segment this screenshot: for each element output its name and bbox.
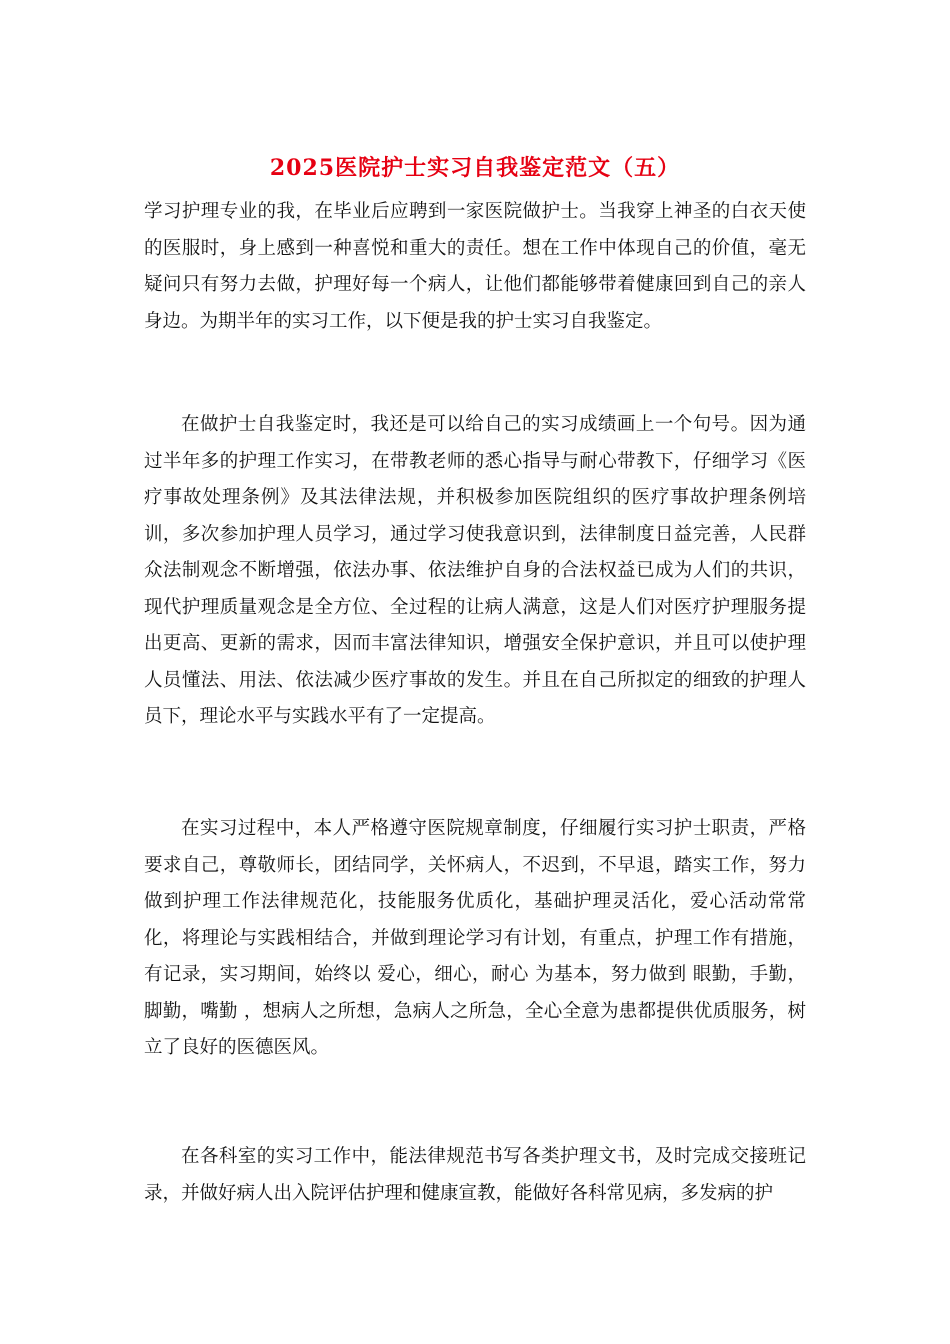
paragraph-conduct: 在实习过程中，本人严格遵守医院规章制度，仔细履行实习护士职责，严格要求自己，尊敬师长，团结同学，关怀病人，不迟到，不早退，踏实工作，努力做到护理工作法律规范化，技能服务优质化，基础护理灵活化，爱心活动常常化，将理论与实践相结合，并做到理论学习有计划，有重点，护理工作有措施，有记录，实习期间，始终以 爱心，细心，耐心 为基本，努力做到 眼勤，手勤，脚勤，嘴勤 ，想病人之所想，急病人之所急，全心全意为患都提供优质服务，树立了良好的医德医风。 bbox=[144, 818, 806, 1058]
paragraph-intro: 学习护理专业的我，在毕业后应聘到一家医院做护士。当我穿上神圣的白衣天使的医服时，身上感到一种喜悦和重大的责任。想在工作中体现自己的价值，毫无疑问只有努力去做，护理好每一个病人，让他们都能够带着健康回到自己的亲人身边。为期半年的实习工作，以下便是我的护士实习自我鉴定。 bbox=[144, 201, 806, 332]
paragraph-department-work: 在各科室的实习工作中，能法律规范书写各类护理文书，及时完成交接班记录，并做好病人出入院评估护理和健康宣教，能做好各科常见病，多发病的护 bbox=[144, 1146, 806, 1204]
document-title: 2025医院护士实习自我鉴定范文（五） bbox=[269, 155, 681, 181]
paragraph-legal-study: 在做护士自我鉴定时，我还是可以给自己的实习成绩画上一个句号。因为通过半年多的护理工作实习，在带教老师的悉心指导与耐心带教下，仔细学习《医疗事故处理条例》及其法律法规，并积极参加医院组织的医疗事故护理条例培训，多次参加护理人员学习，通过学习使我意识到，法律制度日益完善，人民群众法制观念不断增强，依法办事、依法维护自身的合法权益已成为人们的共识，现代护理质量观念是全方位、全过程的让病人满意，这是人们对医疗护理服务提出更高、更新的需求，因而丰富法律知识，增强安全保护意识，并且可以使护理人员懂法、用法、依法减少医疗事故的发生。并且在自己所拟定的细致的护理人员下，理论水平与实践水平有了一定提高。 bbox=[144, 414, 806, 727]
